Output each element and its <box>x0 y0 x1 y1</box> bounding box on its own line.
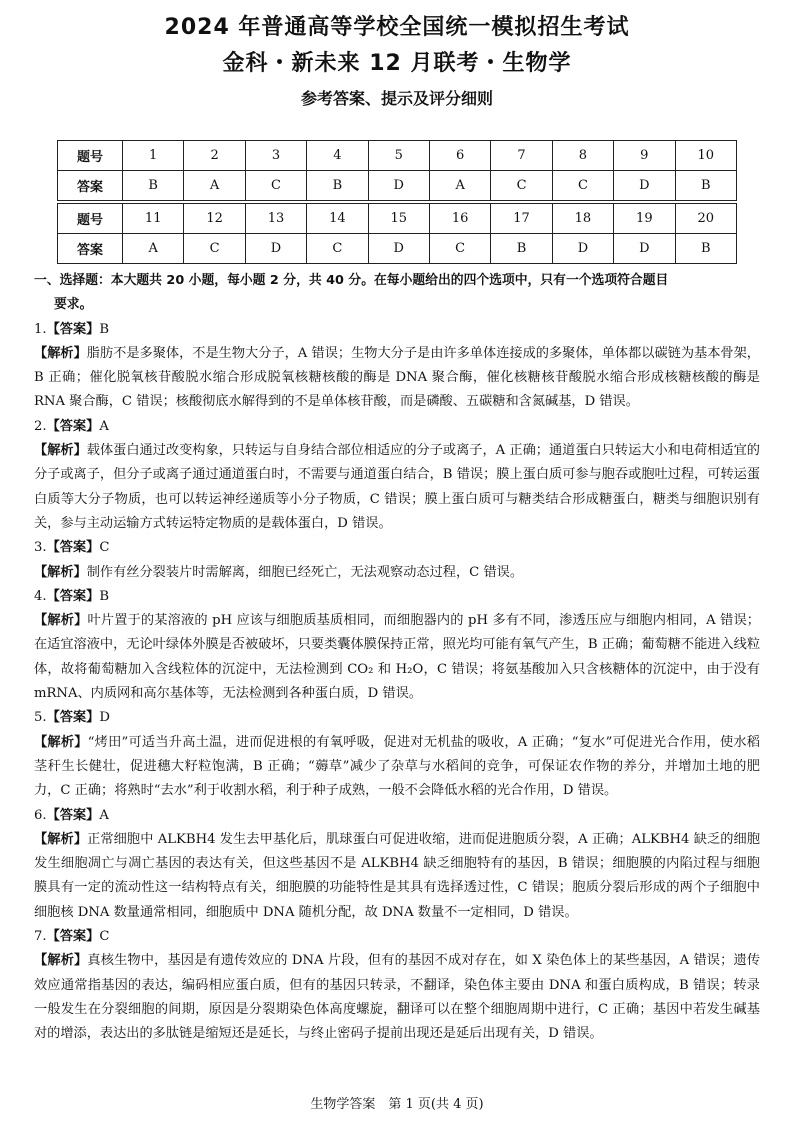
table-cell: 10 <box>675 141 736 171</box>
table-cell: 13 <box>245 204 306 234</box>
answer-letter: A <box>99 418 109 434</box>
answer-explanations <box>34 269 760 1047</box>
table-cell: C <box>307 234 368 264</box>
section-heading-line2: 要求。 <box>54 297 93 313</box>
question-analysis <box>34 949 760 1046</box>
question-number: 4. <box>34 588 47 604</box>
table-cell: A <box>429 171 490 201</box>
table-cell: 16 <box>429 204 490 234</box>
question-answer <box>34 415 760 439</box>
analysis-text: 制作有丝分裂装片时需解离，细胞已经死亡，无法观察动态过程，C 错误。 <box>86 564 524 580</box>
question-number: 5. <box>34 710 47 726</box>
answer-tag: 【答案】 <box>46 929 100 945</box>
analysis-text: 真核生物中，基因是有遗传效应的 DNA 片段，但有的基因不成对存在，如 X 染色体上的某些基因，A 错误；遗传效应通常指基因的表达，编码相应蛋白质，但有的基因只转录，不翻译，染色体主要由 DNA 和蛋白质构成，B 错误；转录一般发生在分裂细胞的间期，原因是分裂期染色体高度螺旋，翻译可以在整个细胞周期中进行，C 正确；基因中若发生碱基对的增添，表达出的多肽链是缩短还是延长，与终止密码子提前出现还是延后出现有关，D 错误。 <box>34 953 761 1042</box>
table-cell: 2 <box>184 141 245 171</box>
table-cell: C <box>491 171 552 201</box>
answer-letter: C <box>99 929 110 945</box>
table-cell: 20 <box>675 204 736 234</box>
table-cell: 3 <box>245 141 306 171</box>
table-cell: 6 <box>429 141 490 171</box>
table-cell: 1 <box>123 141 184 171</box>
answer-tag: 【答案】 <box>46 418 100 434</box>
analysis-tag: 【解析】 <box>34 345 87 361</box>
question-answer <box>34 585 760 609</box>
question-analysis <box>34 342 760 415</box>
table-cell: 11 <box>123 204 184 234</box>
exam-title: 2024 年普通高等学校全国统一模拟招生考试 <box>164 15 630 40</box>
question-answer <box>34 318 760 342</box>
table-cell: B <box>307 171 368 201</box>
section-heading <box>34 269 760 318</box>
table-cell: 18 <box>552 204 613 234</box>
answer-key-table <box>57 140 737 264</box>
table-cell: D <box>245 234 306 264</box>
question-number-row <box>58 141 737 171</box>
question-number: 3. <box>34 540 47 556</box>
answer-tag: 【答案】 <box>46 710 100 726</box>
table-cell: B <box>675 234 736 264</box>
table-cell: C <box>552 171 613 201</box>
page-footer: 生物学答案 第 1 页(共 4 页) <box>310 1097 484 1112</box>
table-cell: A <box>123 234 184 264</box>
question-number: 6. <box>34 807 47 823</box>
table-cell: B <box>675 171 736 201</box>
question-analysis <box>34 439 760 536</box>
answer-letter: A <box>99 807 109 823</box>
question-number: 7. <box>34 929 47 945</box>
answer-row <box>58 234 737 264</box>
table-cell: C <box>245 171 306 201</box>
table-cell: C <box>429 234 490 264</box>
question-answer <box>34 706 760 730</box>
table-cell: 4 <box>307 141 368 171</box>
row-label: 答案 <box>58 171 123 201</box>
table-cell: 8 <box>552 141 613 171</box>
analysis-text: 正常细胞中 ALKBH4 发生去甲基化后，肌球蛋白可促进收缩，进而促进胞质分裂，A 正确；ALKBH4 缺乏的细胞发生细胞凋亡与凋亡基因的表达有关，但这些基因不是 ALKBH4 缺乏细胞特有的基因，B 错误；细胞膜的内陷过程与细胞膜具有一定的流动性这一结构特点有关，细胞膜的功能特性是其具有选择透过性，C 错误；胞质分裂后形成的两个子细胞中细胞核 DNA 数量通常相同，细胞质中 DNA 随机分配，故 DNA 数量不一定相同，D 错误。 <box>34 831 761 920</box>
answer-letter: B <box>99 321 110 337</box>
question-analysis <box>34 609 760 706</box>
answer-tag: 【答案】 <box>46 588 100 604</box>
row-label: 题号 <box>58 204 123 234</box>
question-answer <box>34 536 760 560</box>
answer-row <box>58 171 737 201</box>
table-cell: B <box>123 171 184 201</box>
question-analysis <box>34 561 760 585</box>
table-cell: 19 <box>614 204 675 234</box>
table-cell: 14 <box>307 204 368 234</box>
table-cell: 12 <box>184 204 245 234</box>
table-cell: D <box>552 234 613 264</box>
answer-letter: C <box>99 540 110 556</box>
row-label: 题号 <box>58 141 123 171</box>
analysis-text: 叶片置于的某溶液的 pH 应该与细胞质基质相同，而细胞器内的 pH 多有不同，渗透压应与细胞内相同，A 错误；在适宜溶液中，无论叶绿体外膜是否被破坏，只要类囊体膜保持正常，照光均可能有氧气产生，B 正确；葡萄糖不能进入线粒体，故将葡萄糖加入含线粒体的沉淀中，无法检测到 CO₂ 和 H₂O，C 错误；将氨基酸加入只含核糖体的沉淀中，由于没有 mRNA、内质网和高尔基体等，无法检测到各种蛋白质，D 错误。 <box>34 613 761 702</box>
table-cell: 5 <box>368 141 429 171</box>
table-cell: 7 <box>491 141 552 171</box>
table-cell: B <box>491 234 552 264</box>
analysis-text: 脂肪不是多聚体，不是生物大分子，A 错误；生物大分子是由许多单体连接成的多聚体，单体都以碳链为基本骨架，B 正确；催化脱氧核苷酸脱水缩合形成脱氧核糖核酸的酶是 DNA 聚合酶，催化核糖核苷酸脱水缩合形成核糖核酸的酶是 RNA 聚合酶，C 错误；核酸彻底水解得到的不是单体核苷酸，而是磷酸、五碳糖和含氮碱基，D 错误。 <box>34 345 760 410</box>
exam-subtitle: 金科・新未来 12 月联考・生物学 <box>222 51 572 76</box>
analysis-tag: 【解析】 <box>34 443 87 459</box>
table-cell: 17 <box>491 204 552 234</box>
table-cell: D <box>614 234 675 264</box>
question-answer <box>34 925 760 949</box>
analysis-text: “烤田”可适当升高土温，进而促进根的有氧呼吸，促进对无机盐的吸收，A 正确；“复水”可促进光合作用，使水稻茎秆生长健壮，促进穗大籽粒饱满，B 正确；“薅草”减少了杂草与水稻间的竞争，可保证农作物的养分，并增加土地的肥力，C 正确；将熟时“去水”利于收割水稻，利于种子成熟，一般不会降低水稻的光合作用，D 错误。 <box>34 734 760 799</box>
table-cell: 15 <box>368 204 429 234</box>
analysis-tag: 【解析】 <box>34 564 87 580</box>
question-number: 2. <box>34 418 47 434</box>
table-cell: C <box>184 234 245 264</box>
answer-tag: 【答案】 <box>46 321 100 337</box>
table-cell: D <box>614 171 675 201</box>
analysis-text: 载体蛋白通过改变构象，只转运与自身结合部位相适应的分子或离子，A 正确；通道蛋白只转运大小和电荷相适宜的分子或离子，但分子或离子通过通道蛋白时，不需要与通道蛋白结合，B 错误；膜上蛋白质可参与胞吞或胞吐过程，可转运蛋白质等大分子物质，也可以转运神经递质等小分子物质，C 错误；膜上蛋白质可与糖类结合形成糖蛋白，糖类与细胞识别有关，参与主动运输方式转运特定物质的是载体蛋白，D 错误。 <box>34 443 761 531</box>
question-analysis <box>34 731 760 804</box>
row-label: 答案 <box>58 234 123 264</box>
question-number-row <box>58 204 737 234</box>
analysis-tag: 【解析】 <box>34 953 88 969</box>
answer-letter: D <box>99 710 110 726</box>
answer-tag: 【答案】 <box>46 540 100 556</box>
analysis-tag: 【解析】 <box>34 831 88 847</box>
table-cell: A <box>184 171 245 201</box>
table-cell: D <box>368 171 429 201</box>
analysis-tag: 【解析】 <box>34 734 88 750</box>
analysis-tag: 【解析】 <box>34 613 88 629</box>
answer-tag: 【答案】 <box>46 807 100 823</box>
doc-heading: 参考答案、提示及评分细则 <box>300 89 493 108</box>
question-answer <box>34 804 760 828</box>
question-analysis <box>34 828 760 925</box>
answer-letter: B <box>99 588 110 604</box>
question-number: 1. <box>34 321 47 337</box>
table-cell: D <box>368 234 429 264</box>
table-cell: 9 <box>614 141 675 171</box>
section-heading-line1: 一、选择题：本大题共 20 小题，每小题 2 分，共 40 分。在每小题给出的四个选项中，只有一个选项符合题目 <box>34 273 669 288</box>
